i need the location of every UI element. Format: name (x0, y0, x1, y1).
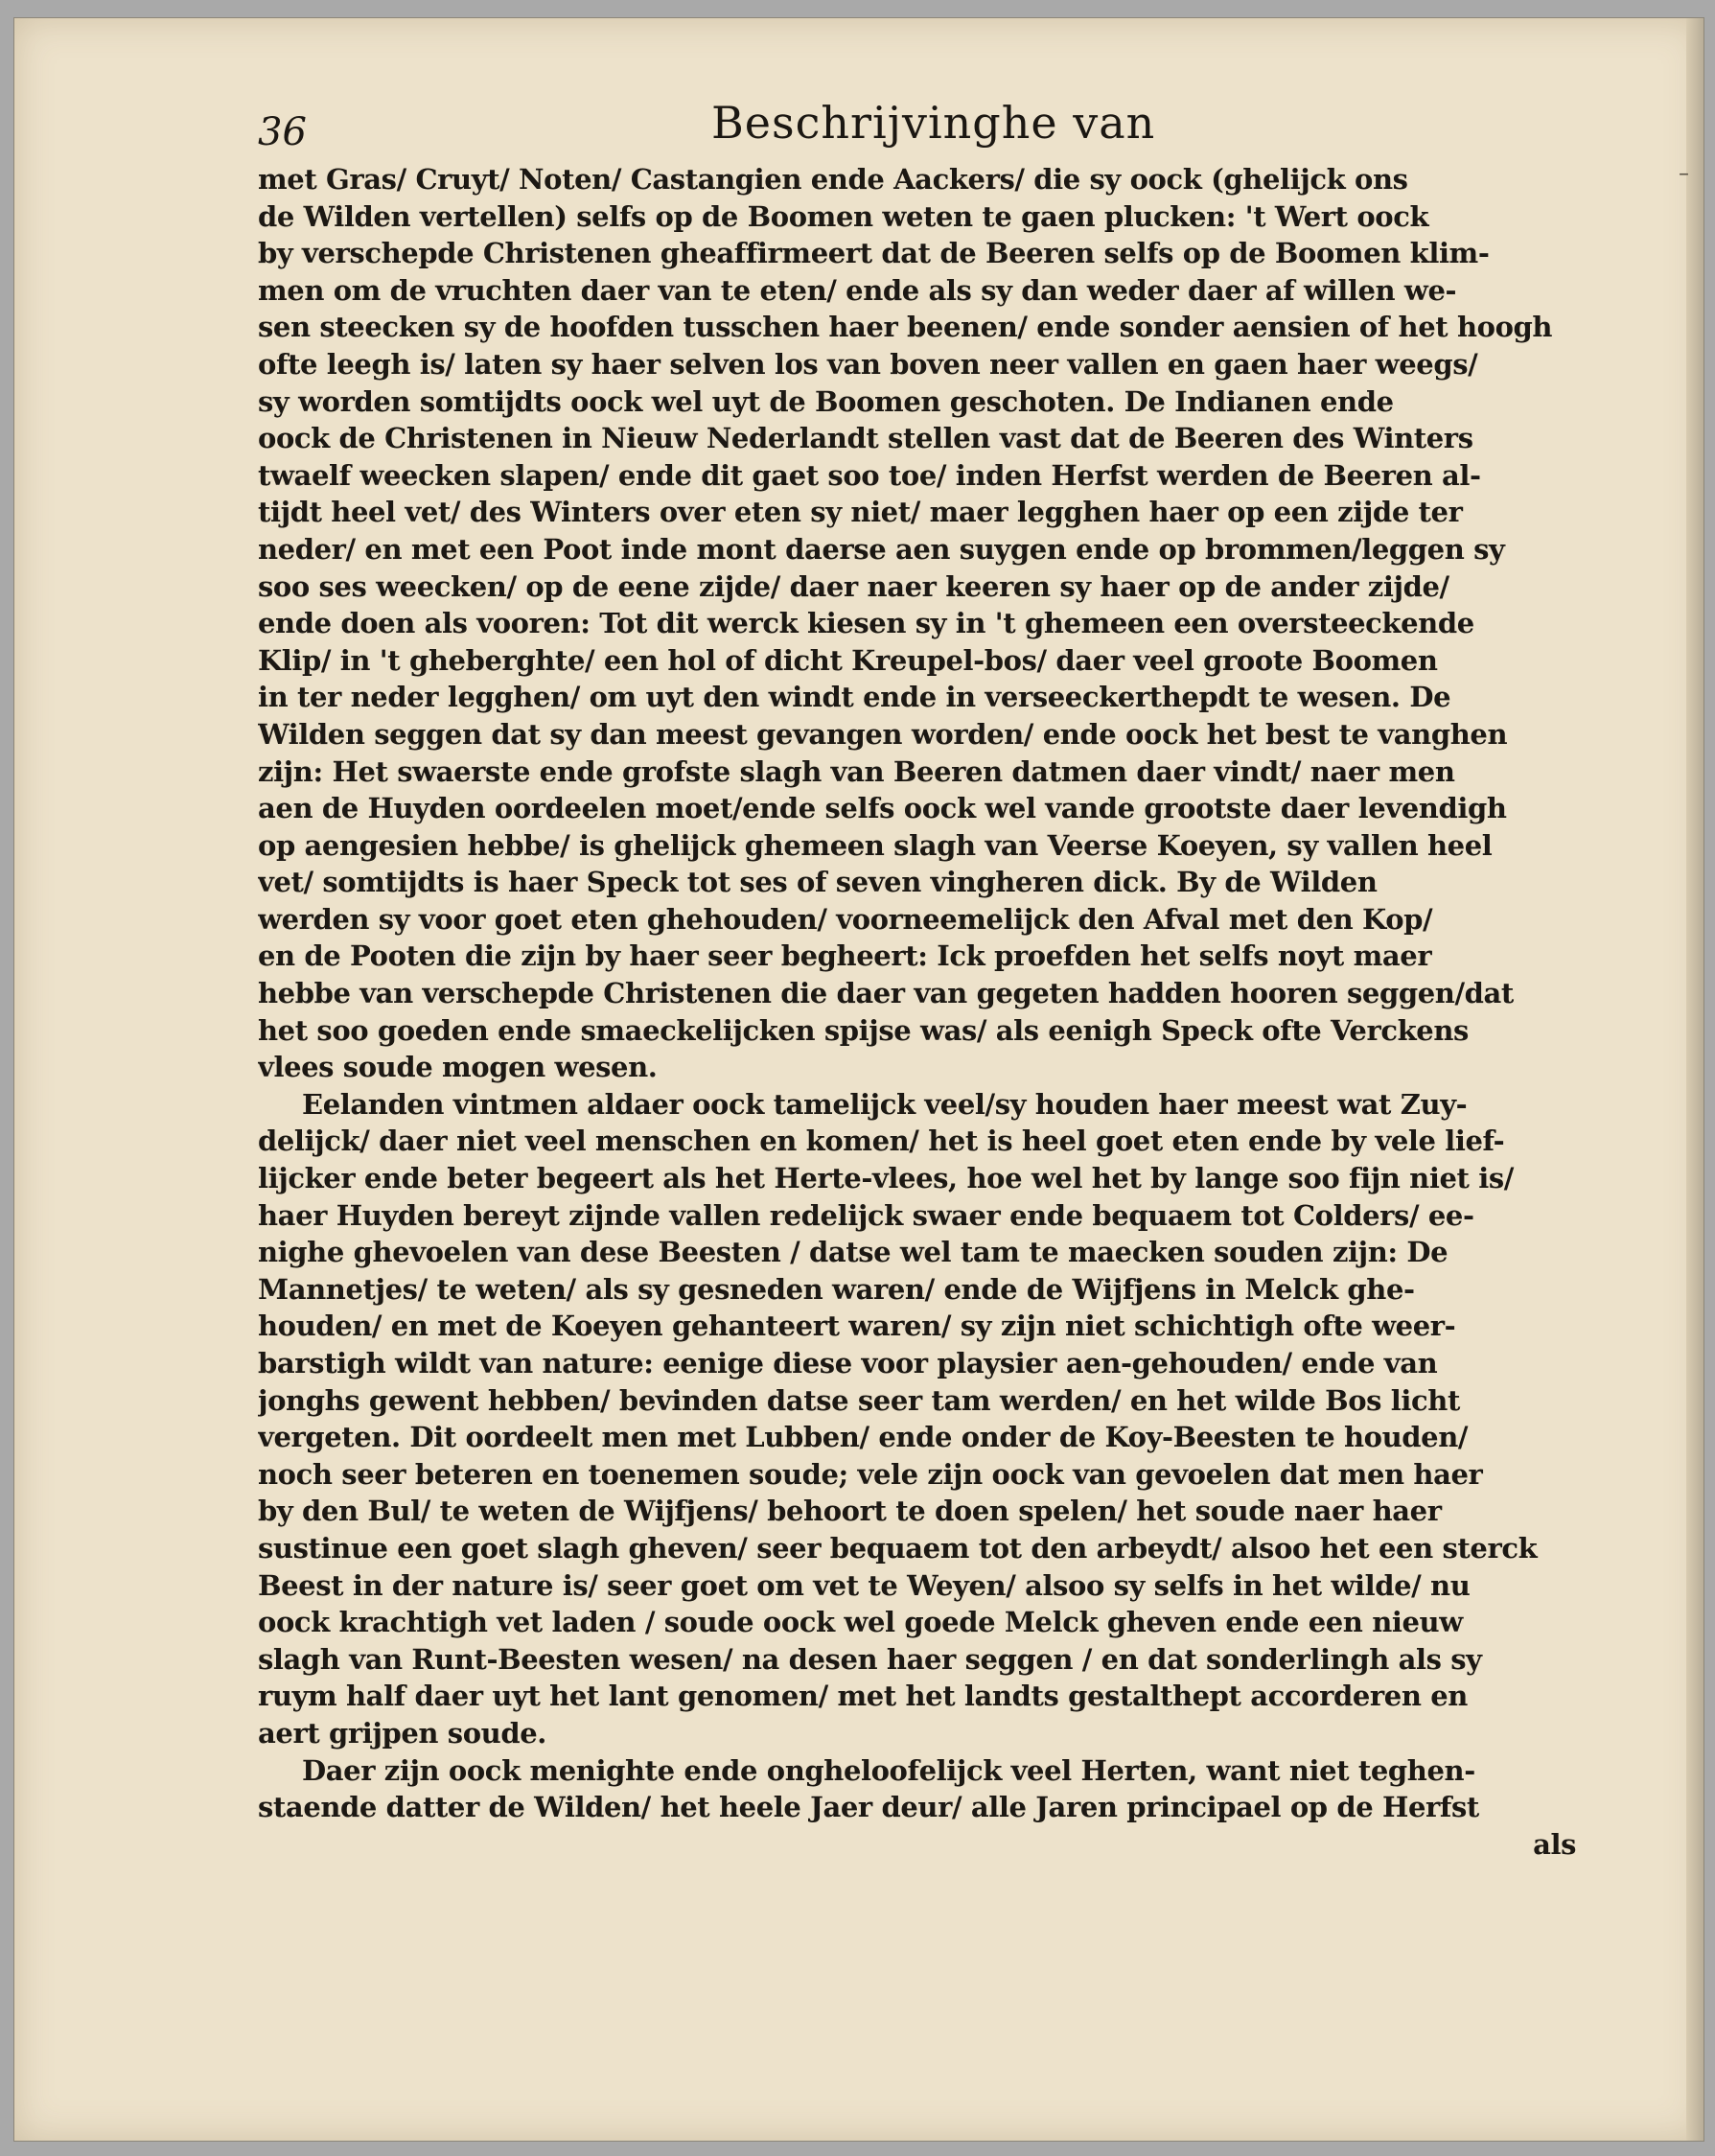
text-line: sen steecken sy de hoofden tusschen haer beenen/ ende sonder aensien of het hoogh (258, 311, 1553, 344)
text-line: haer Huyden bereyt zijnde vallen redelijck swaer ende bequaem tot Colders/ ee- (258, 1198, 1474, 1232)
text-line: by den Bul/ te weten de Wijfjens/ behoort te doen spelen/ het soude naer haer (258, 1495, 1442, 1528)
text-line: houden/ en met de Koeyen gehanteert waren/ sy zijn niet schichtigh ofte weer- (258, 1310, 1456, 1343)
book-page (13, 17, 1704, 2142)
text-line: neder/ en met een Poot inde mont daerse aen suygen ende op brommen/leggen sy (258, 532, 1505, 566)
text-line: hebbe van verschepde Christenen die daer van gegeten hadden hooren seggen/dat (258, 977, 1514, 1010)
text-line: sustinue een goet slagh gheven/ seer bequaem tot den arbeydt/ alsoo het een sterck (258, 1531, 1538, 1565)
text-line: Beest in der nature is/ seer goet om vet te Weyen/ alsoo sy selfs in het wilde/ nu (258, 1568, 1471, 1602)
text-line: jonghs gewent hebben/ bevinden datse seer tam werden/ en het wilde Bos licht (258, 1383, 1460, 1417)
text-line: noch seer beteren en toenemen soude; vele zijn oock van gevoelen dat men haer (258, 1457, 1483, 1491)
text-line: tijdt heel vet/ des Winters over eten sy niet/ maer legghen haer op een zijde ter (258, 496, 1463, 529)
text-line: in ter neder legghen/ om uyt den windt ende in verseeckerthepdt te wesen. De (258, 681, 1451, 714)
text-line: ofte leegh is/ laten sy haer selven los van boven neer vallen en gaen haer weegs/ (258, 347, 1478, 381)
text-line: slagh van Runt-Beesten wesen/ na desen haer seggen / en dat sonderlingh als sy (258, 1642, 1482, 1676)
text-line: Klip/ in 't gheberghte/ een hol of dicht Kreupel-bos/ daer veel groote Boomen (258, 643, 1438, 677)
text-line: ende doen als vooren: Tot dit werck kiesen sy in 't ghemeen een oversteeckende (258, 607, 1474, 640)
text-line: lijcker ende beter begeert als het Herte-vlees, hoe wel het by lange soo fijn niet is/ (258, 1162, 1514, 1195)
text-line: delijck/ daer niet veel menschen en komen/ het is heel goet eten ende by vele lief- (258, 1124, 1505, 1158)
text-line: sy worden somtijdts oock wel uyt de Boomen geschoten. De Indianen ende (258, 384, 1394, 418)
text-line: op aengesien hebbe/ is ghelijck ghemeen slagh van Veerse Koeyen, sy vallen heel (258, 828, 1493, 862)
text-line: Wilden seggen dat sy dan meest gevangen worden/ ende oock het best te vanghen (258, 717, 1508, 751)
text-line: vergeten. Dit oordeelt men met Lubben/ ende onder de Koy-Beesten te houden/ (258, 1421, 1469, 1454)
text-line: by verschepde Christenen gheaffirmeert dat de Beeren selfs op de Boomen klim- (258, 237, 1490, 270)
text-line: ruym half daer uyt het lant genomen/ met het landts gestalthept accorderen en (258, 1680, 1468, 1713)
text-line: zijn: Het swaerste ende grofste slagh van Beeren datmen daer vindt/ naer men (258, 754, 1455, 788)
text-line: soo ses weecken/ op de eene zijde/ daer naer keeren sy haer op de ander zijde/ (258, 569, 1449, 603)
text-line: werden sy voor goet eten ghehouden/ voorneemelijck den Afval met den Kop/ (258, 902, 1433, 936)
body-text (258, 161, 1576, 1863)
catchword: als (1533, 1827, 1576, 1861)
text-line: aert grijpen soude. (258, 1716, 546, 1750)
margin-mark: – (1679, 162, 1689, 186)
text-line: en de Pooten die zijn by haer seer begheert: Ick proefden het selfs noyt maer (258, 939, 1432, 973)
text-line: de Wilden vertellen) selfs op de Boomen weten te gaen plucken: 't Wert oock (258, 199, 1429, 233)
page-edge (1686, 18, 1703, 2141)
text-line: vet/ somtijdts is haer Speck tot ses of seven vingheren dick. By de Wilden (258, 866, 1378, 899)
running-title: Beschrijvinghe van (711, 97, 1156, 149)
text-line: vlees soude mogen wesen. (258, 1051, 658, 1084)
page-number: 36 (258, 110, 307, 154)
text-line: aen de Huyden oordeelen moet/ende selfs oock wel vande grootste daer levendigh (258, 792, 1507, 825)
paragraph-start-line: Daer zijn oock menighte ende ongheloofelijck veel Herten, want niet teghen- (302, 1753, 1475, 1787)
paragraph-start-line: Eelanden vintmen aldaer oock tamelijck veel/sy houden haer meest wat Zuy- (302, 1087, 1468, 1121)
text-line: men om de vruchten daer van te eten/ ende als sy dan weder daer af willen we- (258, 273, 1457, 307)
text-line: staende datter de Wilden/ het heele Jaer deur/ alle Jaren principael op de Herfst (258, 1791, 1479, 1824)
text-line: nighe ghevoelen van dese Beesten / datse wel tam te maecken souden zijn: De (258, 1236, 1448, 1269)
text-line: oock de Christenen in Nieuw Nederlandt stellen vast dat de Beeren des Winters (258, 422, 1473, 455)
text-line: twaelf weecken slapen/ ende dit gaet soo toe/ inden Herfst werden de Beeren al- (258, 458, 1481, 492)
page-header (237, 89, 1579, 156)
text-line: het soo goeden ende smaeckelijcken spijse was/ als eenigh Speck ofte Verckens (258, 1013, 1469, 1047)
text-line: met Gras/ Cruyt/ Noten/ Castangien ende Aackers/ die sy oock (ghelijck ons (258, 163, 1408, 196)
text-line: Mannetjes/ te weten/ als sy gesneden waren/ ende de Wijfjens in Melck ghe- (258, 1272, 1415, 1306)
text-line: barstigh wildt van nature: eenige diese voor playsier aen-gehouden/ ende van (258, 1347, 1438, 1379)
text-line: oock krachtigh vet laden / soude oock wel goede Melck gheven ende een nieuw (258, 1606, 1463, 1639)
